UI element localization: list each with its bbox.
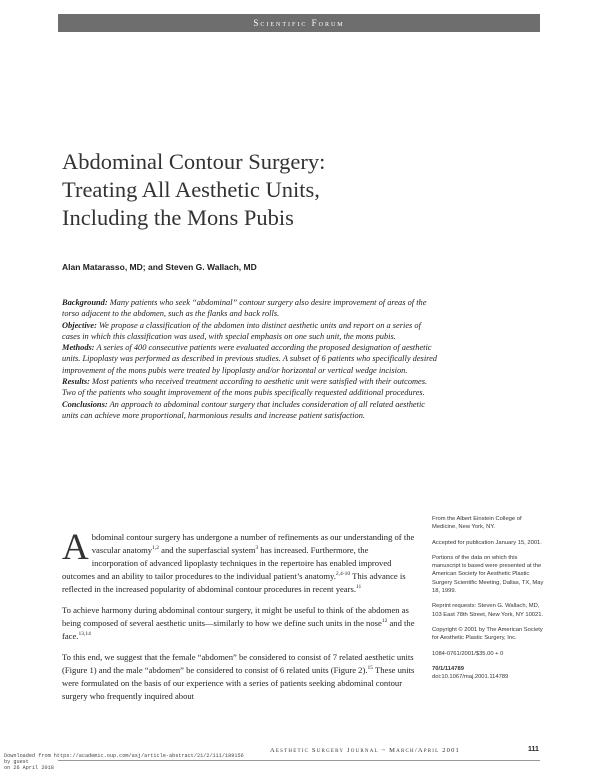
- affiliation-note: From the Albert Einstein College of Medicine, New York, NY.: [432, 516, 522, 531]
- abstract-heading: Background:: [62, 298, 108, 307]
- download-watermark: [4, 753, 244, 771]
- abstract-heading: Results:: [62, 377, 90, 387]
- reference-marker: 3: [255, 545, 259, 552]
- article-title: [62, 148, 482, 232]
- title-line-1: Abdominal Contour Surgery:: [62, 149, 326, 174]
- abstract-objective: [62, 320, 438, 343]
- body-text: This advance is reflected in the increased popularity of abdominal contour procedures in recent years.: [62, 571, 406, 594]
- abstract-heading: Objective:: [62, 320, 97, 330]
- abstract-background: [62, 297, 438, 320]
- body-paragraph-2: [62, 604, 416, 643]
- article-body: [62, 527, 416, 711]
- article-code: 70/1/114789: [432, 665, 464, 672]
- section-header: [58, 14, 540, 32]
- section-label: Scientific Forum: [253, 18, 345, 28]
- reference-marker: 2,4-10: [335, 571, 351, 578]
- body-text: bdominal contour surgery has undergone a number of refinements as our understanding of the vascular anatomy: [91, 532, 415, 555]
- page-number: 111: [528, 746, 539, 753]
- abstract-methods: [62, 342, 438, 376]
- doi-note: doi:10.1067/maj.2001.114789: [432, 674, 509, 681]
- accepted-note: Accepted for publication January 15, 2001.: [432, 539, 542, 546]
- title-line-2: Treating All Aesthetic Units,: [62, 177, 320, 202]
- issn-note: 1084-0761/2001/$35.00 + 0: [432, 650, 504, 657]
- abstract-heading: Methods:: [62, 343, 95, 353]
- abstract-conclusions: [62, 399, 438, 422]
- presentation-note: Portions of the data on which this manuscript is based were presented at the American Society for Aesthetic Plastic Surgery Scientific Meeting, Dallas, TX, May 18, 1999.: [432, 554, 544, 595]
- abstract-text: An approach to abdominal contour surgery that includes consideration of all related aesthetic units can achieve more proportional, harmonious results and increase patient satisfaction.: [62, 399, 425, 420]
- reference-marker: 15: [367, 665, 373, 672]
- body-text: These units were formulated on the basis of our experience with a series of patients seeking abdominal contour surgery who frequently inquired about: [62, 665, 415, 701]
- abstract-results: [62, 376, 438, 399]
- abstract-text: We propose a classification of the abdomen into distinct aesthetic units and report on a series of cases in which this classification was used, with special emphasis on one such unit, the mons pubis.: [62, 320, 421, 341]
- abstract-text: Many patients who seek “abdominal” contour surgery also desire improvement of areas of the torso adjacent to the abdomen, such as the flanks and back rolls.: [62, 298, 427, 319]
- download-line-2: by guest: [4, 759, 29, 765]
- abstract-heading: Conclusions:: [62, 399, 108, 409]
- abstract-text: A series of 400 consecutive patients were evaluated according the proposed designation of aesthetic units. Lipoplasty was performed as described in previous studies. A subset of 6 patients who specifically desired improvement of the mons pubis were treated by lipoplasty and/or horizontal or vertical wedge incision.: [62, 343, 437, 375]
- reference-marker: 11: [355, 584, 362, 591]
- journal-footer: [270, 747, 460, 754]
- reference-marker: 13,14: [78, 631, 91, 638]
- body-text: To achieve harmony during abdominal contour surgery, it might be useful to think of the abdomen as being composed of several aesthetic units—similarly to how we define such units in the nose: [62, 605, 409, 628]
- abstract-text: Most patients who received treatment according to aesthetic unit were satisfied with their outcomes. Two of the patients who sought improvement of the mons pubis specifically requested additional procedures.: [62, 377, 428, 398]
- body-text: and the face.: [62, 618, 415, 641]
- download-line-3: on 26 April 2018: [4, 765, 54, 771]
- author-list: Alan Matarasso, MD; and Steven G. Wallach, MD: [62, 262, 257, 272]
- reference-marker: 1,2: [152, 545, 159, 552]
- body-text: and the superfascial system: [158, 545, 256, 555]
- body-text: To this end, we suggest that the female “abdomen” be considered to consist of 7 related aesthetic units (Figure 1) and the male “abdomen” be considered to consist of 6 related units (Figure 2).: [62, 652, 414, 675]
- download-line-1: Downloaded from https://academic.oup.com/asj/article-abstract/21/2/111/189156: [4, 753, 244, 759]
- drop-cap: A: [62, 527, 89, 568]
- title-line-3: Including the Mons Pubis: [62, 205, 294, 230]
- abstract: [62, 297, 438, 421]
- reference-marker: 12: [381, 618, 388, 625]
- journal-name: Aesthetic Surgery Journal ~ March/April 2001: [270, 747, 461, 754]
- article-info-sidebar: [432, 515, 544, 681]
- body-text: has increased. Furthermore, the incorporation of advanced lipoplasty techniques in the repertoire has enabled improved outcomes and an ability to tailor procedures to the individual patient’s anatomy.: [62, 545, 392, 581]
- body-paragraph-3: [62, 651, 416, 703]
- body-paragraph-1: [62, 527, 416, 596]
- copyright-note: Copyright © 2001 by The American Society for Aesthetic Plastic Surgery, Inc.: [432, 626, 543, 642]
- reprint-note: Reprint requests: Steven G. Wallach, MD, 103 East 78th Street, New York, NY 10021.: [432, 603, 544, 618]
